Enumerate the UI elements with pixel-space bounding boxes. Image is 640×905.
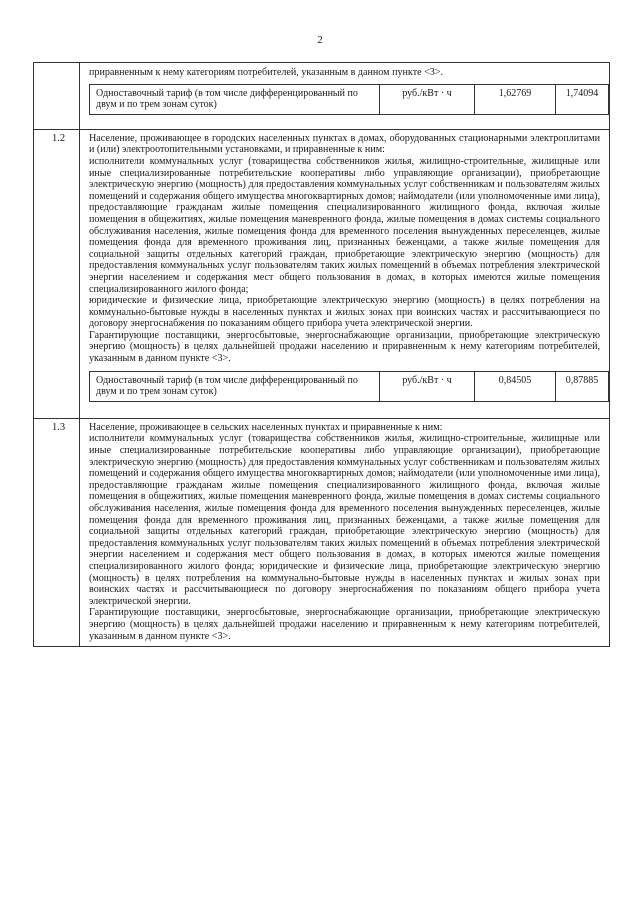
- row-content-cell: [80, 63, 610, 130]
- continued-text: приравненным к нему категориям потребителей, указанным в данном пункте <3>.: [89, 67, 444, 78]
- row-number-cell: [34, 63, 80, 130]
- tariff-table: [33, 62, 610, 647]
- row-paragraph: юридические и физические лица, приобретающие электрическую энергию (мощность) в целях потребления на коммунально-бытовые нужды в населенных пунктах и жилых зонах при воинских частях и рассчитывающиеся по договору энергоснабжения по показаниям общего прибора учета электрической энергии.: [89, 295, 600, 330]
- table-row: [34, 418, 610, 646]
- table-row: [34, 63, 610, 130]
- tariff-row: [90, 371, 609, 401]
- row-number-cell: [34, 129, 80, 418]
- tariff-unit: руб./кВт · ч: [380, 371, 475, 401]
- row-paragraph: Гарантирующие поставщики, энергосбытовые, энергоснабжающие организации, приобретающие электрическую энергию (мощность) в целях дальнейшей продажи населению и приравненным к нему категориям потребителей, указанным в данном пункте <3>.: [89, 329, 600, 365]
- row-paragraph: исполнители коммунальных услуг (товарищества собственников жилья, жилищно-строительные, жилищные или иные специализированные потребительские кооперативы либо управляющие организации), приобретающие электрическую энергию (мощность) для предоставления коммунальных услуг собственникам и пользователям жилых помещений и содержания общего имущества многоквартирных домов; наймодатели (или уполномоченные ими лица), предоставляющие гражданам жилые помещения специализированного жилищного фонда, включая жилые помещения в общежитиях, жилые помещения маневренного фонда, жилые помещения в домах системы социального обслуживания населения, жилые помещения фонда для временного поселения вынужденных переселенцев, жилые помещения фонда для временного проживания лиц, признанных беженцами, а также жилые помещения для социальной защиты отдельных категорий граждан, приобретающие электрическую энергию (мощность) для предоставления коммунальных услуг пользователям таких жилых помещений в объемах потребления электрической энергии населением и содержания мест общего пользования в домах, в которых имеются жилые помещения специализированного жилого фонда; юридические и физические лица, приобретающие электрическую энергию (мощность) в целях потребления на коммунально-бытовые нужды в населенных пунктах и жилых зонах при воинских частях и рассчитывающиеся по договору энергоснабжения по показаниям общего прибора учета электрической энергии.: [89, 433, 600, 607]
- row-paragraph: исполнители коммунальных услуг (товарищества собственников жилья, жилищно-строительные, жилищные или иные специализированные потребительские кооперативы либо управляющие организации), приобретающие электрическую энергию (мощность) для предоставления коммунальных услуг собственникам и пользователям жилых помещений и содержания общего имущества многоквартирных домов; наймодатели (или уполномоченные ими лица), предоставляющие гражданам жилые помещения специализированного жилищного фонда, включая жилые помещения в общежитиях, жилые помещения маневренного фонда, жилые помещения в домах системы социального обслуживания населения, жилые помещения фонда для временного поселения вынужденных переселенцев, жилые помещения фонда для временного проживания лиц, признанных беженцами, а также жилые помещения для социальной защиты отдельных категорий граждан, приобретающие электрическую энергию (мощность) для предоставления коммунальных услуг пользователям таких жилых помещений в объемах потребления электрической энергии населением и содержания мест общего пользования в домах, в которых имеются жилые помещения специализированного жилого фонда;: [89, 155, 600, 295]
- row-number: 1.2: [52, 132, 66, 144]
- row-number: 1.3: [52, 421, 66, 433]
- row-paragraph: Гарантирующие поставщики, энергосбытовые, энергоснабжающие организации, приобретающие электрическую энергию (мощность) в целях дальнейшей продажи населению и приравненным к нему категориям потребителей, указанным в данном пункте <3>.: [89, 607, 600, 642]
- row-number-cell: [34, 418, 80, 646]
- tariff-value-2: 0,87885: [556, 371, 609, 401]
- tariff-name: Одноставочный тариф (в том числе дифференцированный по двум и по трем зонам суток): [90, 371, 380, 401]
- tariff-unit: руб./кВт · ч: [380, 84, 475, 114]
- row-content-cell: [80, 418, 610, 646]
- tariff-value-2: 1,74094: [556, 84, 609, 114]
- table-row: [34, 129, 610, 418]
- tariff-subtable: [89, 84, 609, 115]
- tariff-row: [90, 84, 609, 114]
- row-content-cell: [80, 129, 610, 418]
- tariff-value-1: 1,62769: [475, 84, 556, 114]
- tariff-value-1: 0,84505: [475, 371, 556, 401]
- tariff-subtable: [89, 371, 609, 402]
- tariff-name: Одноставочный тариф (в том числе дифференцированный по двум и по трем зонам суток): [90, 84, 380, 114]
- page-number: 2: [317, 34, 323, 46]
- row-paragraph: Население, проживающее в городских населенных пунктах в домах, оборудованных стационарными электроплитами и (или) электроотопительными установками, и приравненные к ним:: [89, 132, 600, 156]
- row-paragraph: Население, проживающее в сельских населенных пунктах и приравненные к ним:: [89, 421, 443, 433]
